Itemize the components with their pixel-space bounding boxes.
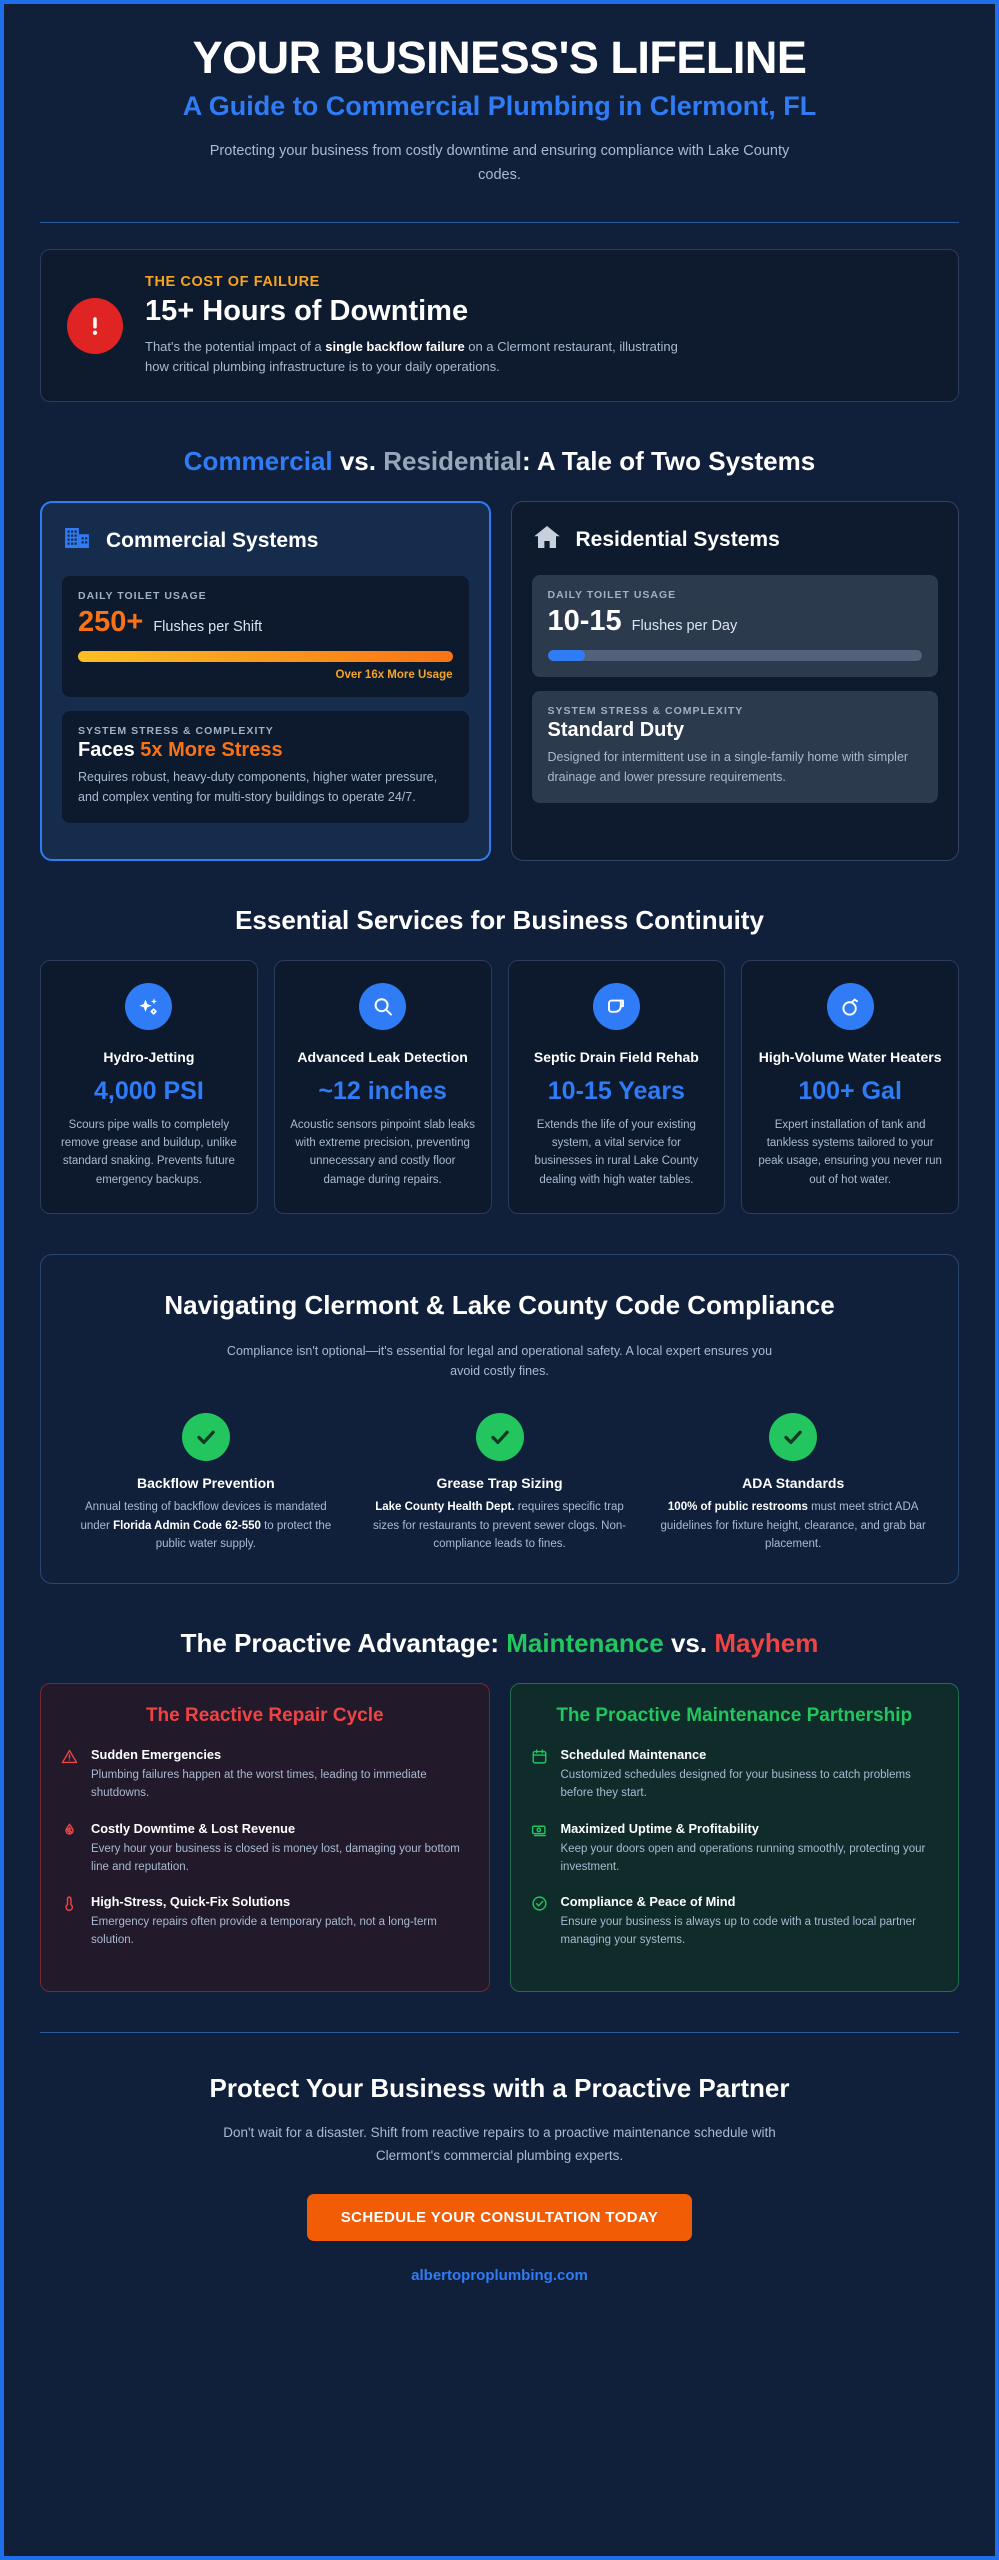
partnership-point-title: Maximized Uptime & Profitability bbox=[560, 1820, 759, 1836]
service-stat: 4,000 PSI bbox=[93, 1077, 204, 1106]
service-card bbox=[508, 960, 726, 1214]
commercial-stress-stat bbox=[62, 711, 469, 823]
page-title: YOUR BUSINESS'S LIFELINE bbox=[192, 32, 807, 83]
water-heater-icon bbox=[827, 983, 874, 1030]
cta-section bbox=[40, 2033, 959, 2284]
partnership-point bbox=[531, 1746, 939, 1803]
service-name: Septic Drain Field Rehab bbox=[533, 1049, 699, 1066]
partnership-point-desc: Keep your doors open and operations running smoothly, protecting your investment. bbox=[560, 1842, 926, 1873]
compliance-item-desc: 100% of public restrooms must meet strict ADA guidelines for fixture height, clearance, and grab bar placement. bbox=[660, 1501, 926, 1550]
commercial-usage-bar-fill bbox=[78, 651, 453, 662]
commercial-systems-card bbox=[40, 501, 491, 861]
alert-body-bold: single backflow failure bbox=[325, 339, 465, 355]
residential-usage-bar bbox=[548, 650, 923, 661]
compliance-item-title: Grease Trap Sizing bbox=[436, 1475, 563, 1492]
residential-card-title: Residential Systems bbox=[575, 527, 780, 551]
check-icon bbox=[476, 1413, 524, 1461]
reactive-point-text bbox=[91, 1893, 469, 1950]
commercial-usage-value: 250+ bbox=[78, 606, 144, 639]
partnership-point-text bbox=[561, 1820, 939, 1877]
compliance-grid bbox=[71, 1413, 928, 1553]
service-name: High-Volume Water Heaters bbox=[758, 1049, 942, 1066]
residential-stress-label: SYSTEM STRESS & COMPLEXITY bbox=[547, 705, 744, 718]
service-desc: Expert installation of tank and tankless systems tailored to your peak usage, ensuring you never run out of hot water. bbox=[758, 1119, 942, 1186]
commercial-usage-label: DAILY TOILET USAGE bbox=[78, 590, 207, 603]
drain-pipe-icon bbox=[593, 983, 640, 1030]
compare-section-title: Commercial vs. Residential: A Tale of Two Systems bbox=[183, 446, 816, 477]
check-circle-icon bbox=[531, 1893, 549, 1950]
commercial-stress-desc: Requires robust, heavy-duty components, higher water pressure, and complex venting for multi-story buildings to operate 24/7. bbox=[78, 770, 438, 804]
money-drop-icon bbox=[61, 1820, 79, 1877]
reactive-point-desc: Every hour your business is closed is money lost, damaging your bottom line and reputation. bbox=[91, 1842, 460, 1873]
reactive-point-text bbox=[91, 1820, 469, 1877]
check-icon bbox=[182, 1413, 230, 1461]
warning-triangle-icon bbox=[61, 1746, 79, 1803]
reactive-point-desc: Plumbing failures happen at the worst times, leading to immediate shutdowns. bbox=[91, 1769, 427, 1799]
home-icon bbox=[532, 522, 562, 557]
partnership-point bbox=[531, 1893, 939, 1950]
partnership-point-title: Compliance & Peace of Mind bbox=[560, 1894, 736, 1910]
compliance-item-title: ADA Standards bbox=[742, 1475, 845, 1492]
exclamation-icon bbox=[67, 298, 123, 354]
compliance-section bbox=[40, 1254, 959, 1585]
service-desc: Acoustic sensors pinpoint slab leaks with extreme precision, preventing unnecessary and costly floor damage during repairs. bbox=[290, 1119, 475, 1186]
commercial-usage-stat bbox=[62, 576, 469, 697]
calendar-icon bbox=[531, 1746, 549, 1803]
compliance-title: Navigating Clermont & Lake County Code Compliance bbox=[164, 1289, 835, 1320]
compliance-item-desc: Annual testing of backflow devices is mandated under Florida Admin Code 62-550 to protect the public water supply. bbox=[80, 1501, 332, 1550]
residential-stress-title: Standard Duty bbox=[547, 719, 685, 742]
services-section-title: Essential Services for Business Continuity bbox=[235, 905, 764, 936]
residential-systems-card bbox=[511, 501, 960, 861]
service-desc: Scours pipe walls to completely remove grease and buildup, unlike standard snaking. Prevents future emergency backups. bbox=[60, 1119, 237, 1186]
proactive-grid bbox=[40, 1683, 959, 1992]
banknote-icon bbox=[531, 1820, 549, 1877]
residential-usage-value: 10-15 bbox=[547, 605, 622, 638]
commercial-card-header bbox=[62, 523, 469, 558]
reactive-point bbox=[61, 1893, 469, 1950]
partnership-panel-heading: The Proactive Maintenance Partnership bbox=[556, 1705, 913, 1727]
alert-kicker: THE COST OF FAILURE bbox=[145, 274, 320, 291]
proactive-section-title: The Proactive Advantage: Maintenance vs. Mayhem bbox=[180, 1628, 819, 1659]
service-card bbox=[40, 960, 258, 1214]
service-card bbox=[741, 960, 959, 1214]
services-grid bbox=[40, 960, 959, 1214]
reactive-point-title: High-Stress, Quick-Fix Solutions bbox=[91, 1894, 291, 1910]
commercial-stress-label: SYSTEM STRESS & COMPLEXITY bbox=[78, 725, 274, 738]
residential-usage-value-row bbox=[548, 605, 923, 638]
service-card bbox=[274, 960, 492, 1214]
compliance-lead: Compliance isn't optional—it's essential for legal and operational safety. A local expert ensures you avoid costly fines. bbox=[226, 1344, 773, 1379]
proactive-partnership-panel bbox=[510, 1683, 960, 1992]
reactive-point-text bbox=[91, 1746, 469, 1803]
compliance-item bbox=[71, 1413, 341, 1553]
commercial-card-title: Commercial Systems bbox=[106, 528, 319, 552]
residential-usage-label: DAILY TOILET USAGE bbox=[547, 589, 677, 602]
commercial-usage-value-row bbox=[78, 606, 453, 639]
page-subtitle: A Guide to Commercial Plumbing in Clermont, FL bbox=[182, 91, 817, 122]
compliance-item bbox=[658, 1413, 928, 1553]
check-icon bbox=[769, 1413, 817, 1461]
office-building-icon bbox=[62, 523, 92, 558]
partnership-point-title: Scheduled Maintenance bbox=[560, 1747, 707, 1763]
compliance-item-title: Backflow Prevention bbox=[136, 1475, 275, 1492]
service-desc: Extends the life of your existing system, a vital service for businesses in rural Lake County dealing with high water tables. bbox=[534, 1119, 699, 1186]
hero-lead: Protecting your business from costly downtime and ensuring compliance with Lake County codes. bbox=[209, 143, 790, 184]
compliance-item bbox=[365, 1413, 635, 1553]
cta-lead: Don't wait for a disaster. Shift from reactive repairs to a proactive maintenance schedule with Clermont's commercial plumbing experts. bbox=[223, 2124, 776, 2163]
residential-usage-stat bbox=[532, 575, 939, 677]
residential-usage-bar-fill bbox=[548, 650, 585, 661]
reactive-point bbox=[61, 1746, 469, 1803]
comparison-grid bbox=[40, 501, 959, 861]
cost-of-failure-card bbox=[40, 249, 959, 402]
sparkles-icon bbox=[125, 983, 172, 1030]
residential-stress-stat bbox=[532, 691, 939, 803]
header-divider bbox=[40, 222, 959, 223]
partnership-point-text bbox=[561, 1893, 939, 1950]
service-stat: 10-15 Years bbox=[547, 1077, 685, 1106]
residential-card-header bbox=[532, 522, 939, 557]
service-name: Hydro-Jetting bbox=[103, 1049, 195, 1066]
commercial-usage-unit: Flushes per Shift bbox=[153, 619, 263, 636]
thermometer-icon bbox=[61, 1893, 79, 1950]
commercial-usage-bar bbox=[78, 651, 453, 662]
schedule-consultation-button[interactable]: SCHEDULE YOUR CONSULTATION TODAY bbox=[307, 2194, 693, 2241]
service-stat: ~12 inches bbox=[318, 1077, 447, 1106]
hero-section bbox=[40, 22, 959, 194]
reactive-point-title: Sudden Emergencies bbox=[91, 1747, 222, 1763]
residential-stress-desc: Designed for intermittent use in a single-family home with simpler drainage and lower pressure requirements. bbox=[547, 750, 909, 784]
alert-body: That's the potential impact of a single backflow failure on a Clermont restaurant, illustrating how critical plumbing infrastructure is to your daily operations. bbox=[145, 339, 678, 375]
residential-usage-unit: Flushes per Day bbox=[631, 618, 738, 635]
partnership-point-desc: Customized schedules designed for your business to catch problems before they start. bbox=[560, 1769, 911, 1799]
commercial-stress-title: Faces 5x More Stress bbox=[78, 739, 283, 762]
partnership-point bbox=[531, 1820, 939, 1877]
website-link[interactable]: albertoproplumbing.com bbox=[411, 2266, 588, 2284]
reactive-point bbox=[61, 1820, 469, 1877]
partnership-point-desc: Ensure your business is always up to code with a trusted local partner managing your systems. bbox=[560, 1916, 916, 1947]
reactive-repair-panel bbox=[40, 1683, 490, 1992]
service-name: Advanced Leak Detection bbox=[297, 1049, 468, 1066]
commercial-usage-note: Over 16x More Usage bbox=[335, 669, 453, 682]
reactive-point-desc: Emergency repairs often provide a temporary patch, not a long-term solution. bbox=[91, 1916, 437, 1947]
magnifier-icon bbox=[359, 983, 406, 1030]
reactive-point-title: Costly Downtime & Lost Revenue bbox=[91, 1820, 296, 1836]
cta-title: Protect Your Business with a Proactive Partner bbox=[209, 2072, 790, 2103]
compliance-item-desc: Lake County Health Dept. requires specific trap sizes for restaurants to prevent sewer clogs. Non-compliance leads to fines. bbox=[372, 1501, 627, 1550]
alert-headline: 15+ Hours of Downtime bbox=[145, 295, 469, 328]
cost-of-failure-text bbox=[145, 274, 685, 377]
partnership-point-text bbox=[561, 1746, 939, 1803]
service-stat: 100+ Gal bbox=[798, 1077, 902, 1106]
reactive-panel-heading: The Reactive Repair Cycle bbox=[145, 1705, 384, 1727]
